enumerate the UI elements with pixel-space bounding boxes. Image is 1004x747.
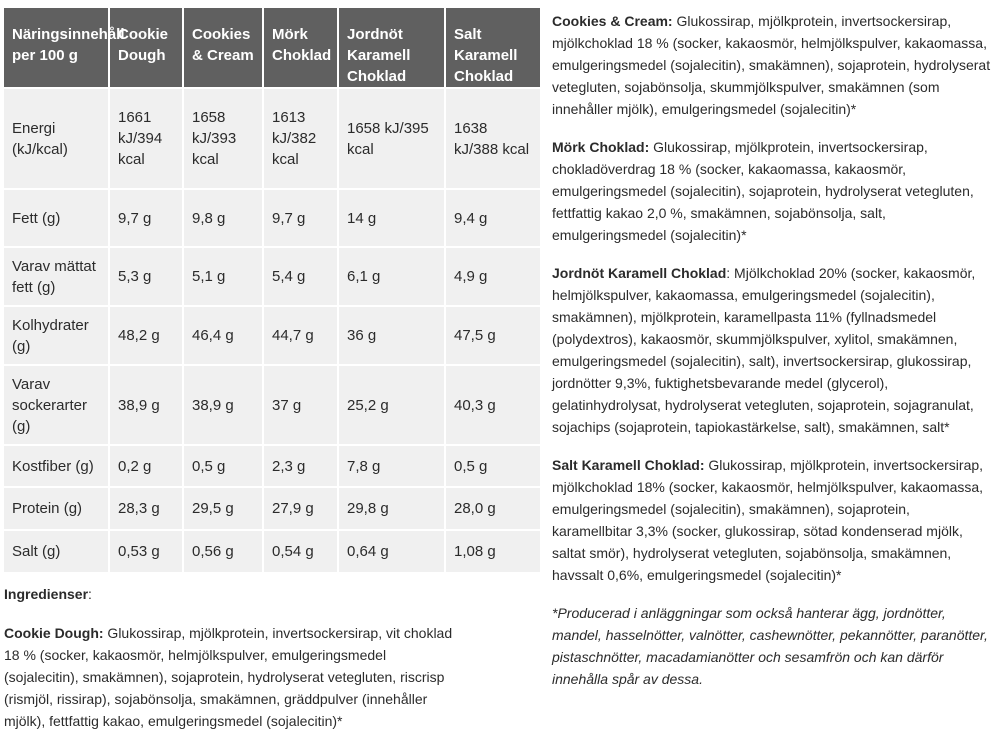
table-cell: 6,1 g — [338, 247, 445, 306]
ingredient-label: Cookie Dough: — [4, 625, 104, 641]
ingredient-label: Cookies & Cream: — [552, 13, 673, 29]
ingredient-label: Jordnöt Karamell Choklad — [552, 265, 727, 281]
row-label: Kostfiber (g) — [4, 445, 109, 487]
table-cell: 25,2 g — [338, 365, 445, 445]
table-cell: 0,2 g — [109, 445, 183, 487]
ingredient-paragraph-jordnot — [552, 262, 992, 438]
ingredients-heading-label: Ingredienser — [4, 586, 89, 602]
ingredient-label: Mörk Choklad: — [552, 139, 650, 155]
table-row — [4, 88, 540, 189]
table-cell: 1658 kJ/393 kcal — [183, 88, 263, 189]
table-cell: 27,9 g — [263, 487, 338, 530]
ingredient-paragraph-cookie-dough — [4, 622, 454, 732]
table-cell: 9,7 g — [109, 189, 183, 247]
table-cell: 5,1 g — [183, 247, 263, 306]
table-cell: 5,4 g — [263, 247, 338, 306]
column-header: Cookies & Cream — [183, 8, 263, 88]
table-cell: 1658 kJ/395 kcal — [338, 88, 445, 189]
table-cell: 1661 kJ/394 kcal — [109, 88, 183, 189]
table-cell: 14 g — [338, 189, 445, 247]
table-cell: 28,0 g — [445, 487, 540, 530]
table-row — [4, 306, 540, 365]
column-header: Cookie Dough — [109, 8, 183, 88]
ingredients-right-column — [552, 10, 992, 706]
ingredient-label: Salt Karamell Choklad: — [552, 457, 705, 473]
table-cell: 9,4 g — [445, 189, 540, 247]
table-cell: 48,2 g — [109, 306, 183, 365]
table-cell: 5,3 g — [109, 247, 183, 306]
table-cell: 2,3 g — [263, 445, 338, 487]
column-header: Jordnöt Karamell Choklad — [338, 8, 445, 88]
table-row — [4, 247, 540, 306]
row-label: Varav mättat fett (g) — [4, 247, 109, 306]
row-label: Kolhydrater (g) — [4, 306, 109, 365]
table-cell: 9,8 g — [183, 189, 263, 247]
table-cell: 40,3 g — [445, 365, 540, 445]
table-cell: 0,54 g — [263, 530, 338, 572]
ingredient-text: Glukossirap, mjölkprotein, invertsockersirap, vit choklad 18 % (socker, kakaosmör, helmjölkspulver, emulgeringsmedel (sojalecitin), smakämnen), sojaprotein, hydrolyserat vetegluten, riscrisp (rismjöl, rissirap), sojabönsolja, smakämnen, gräddpulver (innehåller mjölk), fettfattig kakao, emulgeringsmedel (sojalecitin)* — [4, 625, 453, 729]
table-cell: 1638 kJ/388 kcal — [445, 88, 540, 189]
table-cell: 29,8 g — [338, 487, 445, 530]
ingredients-heading — [4, 586, 92, 602]
table-cell: 9,7 g — [263, 189, 338, 247]
column-header: Näringsinnehåll per 100 g — [4, 8, 109, 88]
table-header-row — [4, 8, 540, 88]
ingredient-paragraph-cookies-cream — [552, 10, 992, 120]
table-cell: 29,5 g — [183, 487, 263, 530]
table-cell: 0,56 g — [183, 530, 263, 572]
table-cell: 0,53 g — [109, 530, 183, 572]
table-row — [4, 487, 540, 530]
table-row — [4, 530, 540, 572]
row-label: Energi (kJ/kcal) — [4, 88, 109, 189]
row-label: Fett (g) — [4, 189, 109, 247]
table-cell: 0,64 g — [338, 530, 445, 572]
ingredient-paragraph-mork-choklad — [552, 136, 992, 246]
ingredients-heading-colon: : — [88, 586, 92, 602]
ingredient-text: : Mjölkchoklad 20% (socker, kakaosmör, helmjölkspulver, kakaomassa, emulgeringsmedel (sojalecitin), smakämnen), mjölkprotein, karamellpasta 11% (fyllnadsmedel (polydextros), kakaosmör, skummjölkspulver, xylitol, smakämnen, emulgeringsmedel (sojalecitin), salt), invertsockersirap, glukossirap, jordnötter 9,3%, fuktighetsbevarande medel (glycerol), gelatinhydrolysat, hydrolyserat vetegluten, sojaprotein, sojagranulat, sojachips (sojaprotein, tapiokastärkelse, salt), smakämnen, salt* — [552, 265, 976, 435]
table-row — [4, 189, 540, 247]
table-cell: 47,5 g — [445, 306, 540, 365]
nutrition-table — [4, 8, 540, 572]
nutrition-section — [4, 8, 540, 572]
table-cell: 1,08 g — [445, 530, 540, 572]
table-cell: 36 g — [338, 306, 445, 365]
table-cell: 4,9 g — [445, 247, 540, 306]
row-label: Protein (g) — [4, 487, 109, 530]
row-label: Varav sockerarter (g) — [4, 365, 109, 445]
ingredient-text: Glukossirap, mjölkprotein, invertsockersirap, mjölkchoklad 18% (socker, kakaosmör, helmjölkspulver, kakaomassa, emulgeringsmedel (sojalecitin), smakämnen), sojaprotein, karamellbitar 3,3% (socker, glukossirap, sötad kondenserad mjölk, saltat smör), hydrolyserat vetegluten, sojabönsolja, smakämnen, havssalt 0,6%, emulgeringsmedel (sojalecitin)* — [552, 457, 984, 583]
ingredient-paragraph-salt-karamell — [552, 454, 992, 586]
row-label: Salt (g) — [4, 530, 109, 572]
table-cell: 38,9 g — [183, 365, 263, 445]
table-cell: 44,7 g — [263, 306, 338, 365]
table-cell: 28,3 g — [109, 487, 183, 530]
table-cell: 46,4 g — [183, 306, 263, 365]
table-cell: 0,5 g — [445, 445, 540, 487]
table-cell: 37 g — [263, 365, 338, 445]
column-header: Mörk Choklad — [263, 8, 338, 88]
ingredient-text: Glukossirap, mjölkprotein, invertsockersirap, chokladöverdrag 18 % (socker, kakaomassa, kakaosmör, emulgeringsmedel (sojalecitin), sojaprotein, hydrolyserat vetegluten, fettfattig kakao 2,0 %, smakämnen, sojabönsolja, salt, emulgeringsmedel (sojalecitin)* — [552, 139, 974, 243]
table-cell: 38,9 g — [109, 365, 183, 445]
allergen-note: *Producerad i anläggningar som också hanterar ägg, jordnötter, mandel, hasselnötter, valnötter, cashewnötter, pekannötter, paranötter, pistaschnötter, macadamianötter och sesamfrön och kan därför innehålla spår av dessa. — [552, 605, 988, 687]
table-row — [4, 445, 540, 487]
table-row — [4, 365, 540, 445]
table-cell: 0,5 g — [183, 445, 263, 487]
table-cell: 1613 kJ/382 kcal — [263, 88, 338, 189]
ingredient-text: Glukossirap, mjölkprotein, invertsockersirap, mjölkchoklad 18 % (socker, kakaosmör, helmjölkspulver, kakaomassa, emulgeringsmedel (sojalecitin), smakämnen), sojaprotein, hydrolyserat vetegluten, sojabönsolja, skummjölkspulver, smakämnen (som innehåller mjölk), emulgeringsmedel (sojalecitin)* — [552, 13, 991, 117]
table-cell: 7,8 g — [338, 445, 445, 487]
column-header: Salt Karamell Choklad — [445, 8, 540, 88]
